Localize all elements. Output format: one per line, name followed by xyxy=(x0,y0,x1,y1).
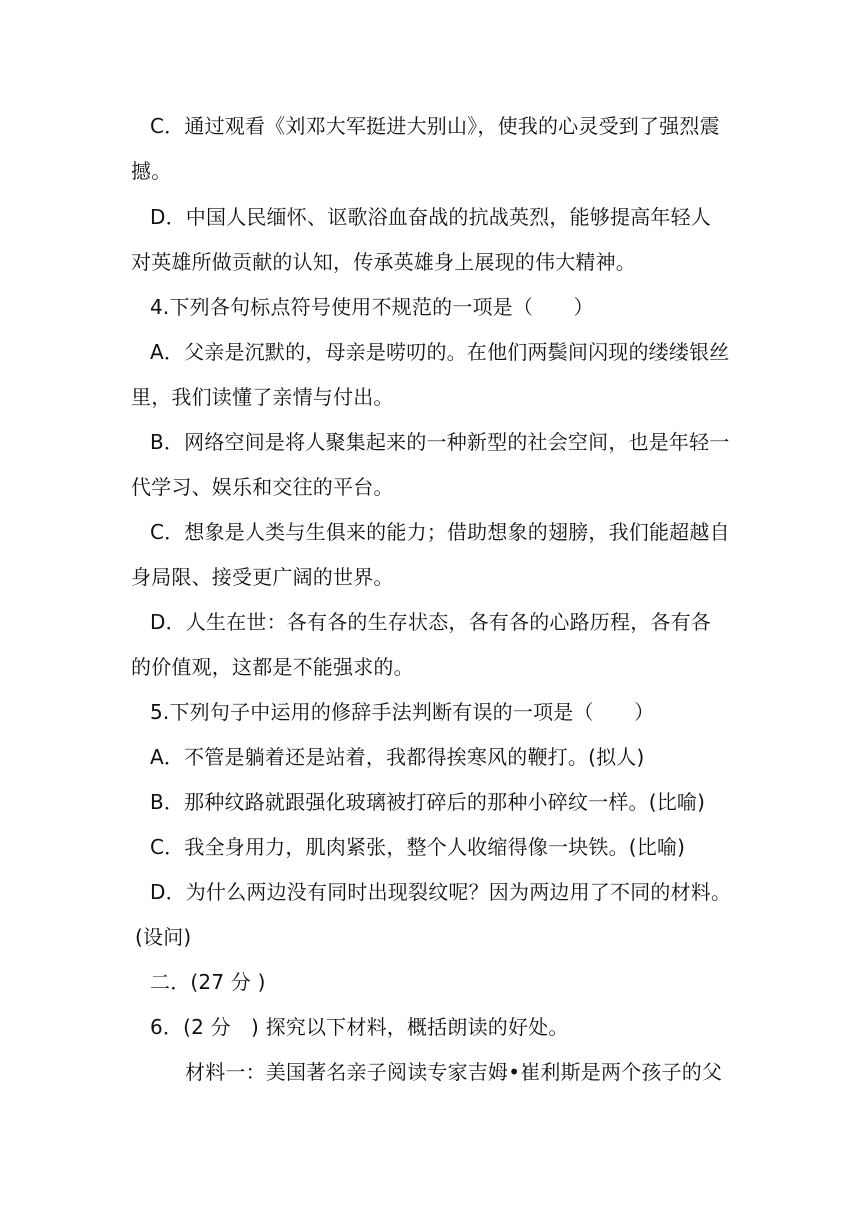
q4-option-c-line-1: C．想象是人类与生俱来的能力；借助想象的翅膀，我们能超越自 xyxy=(150,520,730,544)
q4-option-d-line-1: D．人生在世：各有各的生存状态，各有各的心路历程，各有各 xyxy=(150,610,711,634)
option-d-line-2: 对英雄所做贡献的认知，传承英雄身上展现的伟大精神。 xyxy=(131,250,636,274)
q5-option-d-line-1: D．为什么两边没有同时出现裂纹呢？因为两边用了不同的材料。 xyxy=(150,880,732,904)
option-c-line-1: C．通过观看《刘邓大军挺进大别山》，使我的心灵受到了强烈震 xyxy=(150,114,720,138)
q4-option-a-line-1: A．父亲是沉默的，母亲是唠叨的。在他们两鬓间闪现的缕缕银丝 xyxy=(150,340,730,364)
q5-option-c: C．我全身用力，肌肉紧张，整个人收缩得像一块铁。(比喻) xyxy=(150,835,686,859)
q4-option-b-line-1: B．网络空间是将人聚集起来的一种新型的社会空间，也是年轻一 xyxy=(150,430,730,454)
q4-option-d-line-2: 的价值观，这都是不能强求的。 xyxy=(131,655,414,679)
option-c-line-2: 撼。 xyxy=(131,159,172,183)
q4-option-a-line-2: 里，我们读懂了亲情与付出。 xyxy=(131,385,394,409)
q5-option-b: B．那种纹路就跟强化玻璃被打碎后的那种小碎纹一样。(比喻) xyxy=(150,790,706,814)
question-5-stem: 5.下列句子中运用的修辞手法判断有误的一项是（ ） xyxy=(150,700,655,724)
section-2-heading: 二．(27 分 ) xyxy=(150,970,266,994)
q4-option-c-line-2: 身局限、接受更广阔的世界。 xyxy=(131,565,394,589)
question-4-stem: 4.下列各句标点符号使用不规范的一项是（ ） xyxy=(150,295,594,319)
question-6-stem: 6．(2 分 ) 探究以下材料，概括朗读的好处。 xyxy=(150,1015,569,1039)
q5-option-a: A．不管是躺着还是站着，我都得挨寒风的鞭打。(拟人) xyxy=(150,745,645,769)
q4-option-b-line-2: 代学习、娱乐和交往的平台。 xyxy=(131,475,394,499)
material-1-first-line: 材料一：美国著名亲子阅读专家吉姆•崔利斯是两个孩子的父 xyxy=(185,1060,723,1084)
q5-option-d-line-2: (设问) xyxy=(135,925,192,949)
option-d-line-1: D．中国人民缅怀、讴歌浴血奋战的抗战英烈，能够提高年轻人 xyxy=(150,205,711,229)
